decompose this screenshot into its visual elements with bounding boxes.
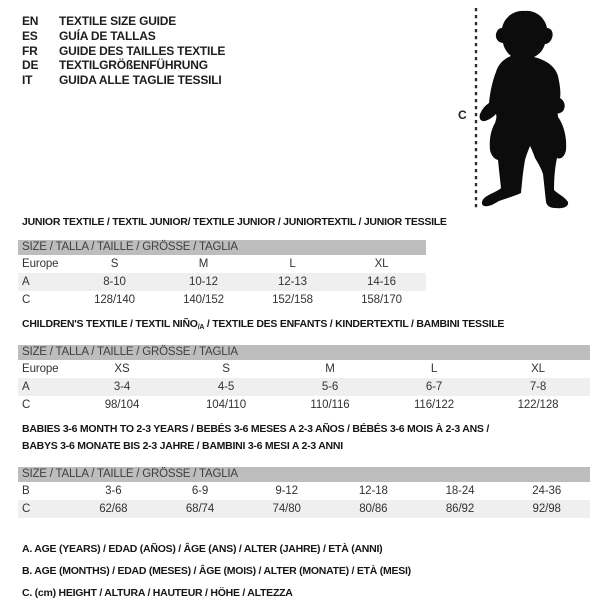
children-table-header: SIZE / TALLA / TAILLE / GRÖSSE / TAGLIA (18, 345, 590, 360)
table-cell: 122/128 (517, 399, 559, 411)
table-row (18, 500, 590, 518)
language-code: EN (22, 14, 39, 28)
footnote-line: B. AGE (MONTHS) / EDAD (MESES) / ÂGE (MOIS) / ALTER (MONATE) / ETÀ (MESI) (22, 565, 411, 577)
table-cell: 128/140 (94, 294, 135, 306)
table-cell: 6-7 (425, 381, 443, 393)
babies-size-table (18, 467, 590, 518)
row-label: C (22, 294, 31, 306)
table-cell: 158/170 (361, 294, 402, 306)
language-label: GUIDA ALLE TAGLIE TESSILI (59, 73, 222, 88)
table-cell: XL (531, 363, 545, 375)
language-list (22, 14, 225, 88)
children-section-title (22, 318, 504, 334)
language-row (22, 29, 225, 44)
footnote-list (22, 538, 411, 600)
children-size-table (18, 345, 590, 414)
row-label: C (22, 503, 31, 515)
table-cell: 80/86 (359, 503, 388, 515)
babies-table-header: SIZE / TALLA / TAILLE / GRÖSSE / TAGLIA (18, 467, 590, 482)
table-cell: 12-13 (278, 276, 307, 288)
table-cell: 68/74 (185, 503, 215, 515)
children-title-subscript: /A (197, 324, 205, 331)
table-cell: 9-12 (275, 485, 298, 497)
table-cell: S (110, 258, 119, 270)
figure-measure-label-c: C (458, 108, 467, 122)
language-code: IT (22, 73, 33, 88)
table-cell: 74/80 (272, 503, 301, 515)
toddler-silhouette-icon (455, 0, 600, 215)
language-code: DE (22, 58, 39, 73)
table-cell: M (198, 258, 209, 270)
language-row (22, 58, 225, 73)
table-cell: 110/116 (310, 399, 350, 411)
table-cell: 92/98 (532, 503, 561, 515)
table-row (18, 378, 590, 396)
junior-size-table (18, 240, 426, 309)
language-code: ES (22, 28, 38, 43)
row-label: Europe (22, 258, 59, 270)
language-row (22, 14, 225, 29)
row-label: A (22, 381, 30, 393)
children-table-rows (18, 360, 590, 414)
toddler-silhouette-figure (455, 0, 600, 215)
language-label: GUIDE DES TAILLES TEXTILE (59, 43, 226, 58)
babies-title-line1: BABIES 3-6 MONTH TO 2-3 YEARS / BEBÉS 3-6 MESES A 2-3 AÑOS / BÉBÉS 3-6 MOIS À 2-3 ANS / (22, 423, 490, 435)
table-row (18, 482, 590, 500)
table-cell: 152/158 (272, 294, 313, 306)
junior-table-header: SIZE / TALLA / TAILLE / GRÖSSE / TAGLIA (18, 240, 426, 255)
table-cell: 24-36 (532, 485, 562, 497)
table-cell: XL (374, 258, 389, 270)
table-row (18, 273, 426, 291)
language-row (22, 44, 225, 59)
table-cell: 98/104 (104, 399, 140, 411)
table-cell: 116/122 (413, 399, 455, 411)
footnote-line: A. AGE (YEARS) / EDAD (AÑOS) / ÂGE (ANS) / ALTER (JAHRE) / ETÀ (ANNI) (22, 543, 383, 555)
table-cell: L (430, 363, 438, 375)
table-cell: 62/68 (99, 503, 128, 515)
language-label: TEXTILGRÖßENFÜHRUNG (59, 58, 208, 73)
toddler-body-shape (480, 11, 569, 208)
table-cell: S (222, 363, 230, 375)
language-label: TEXTILE SIZE GUIDE (59, 14, 177, 28)
table-cell: 18-24 (445, 485, 475, 497)
row-label: A (22, 276, 30, 288)
table-cell: 104/110 (205, 399, 247, 411)
table-cell: 6-9 (191, 485, 209, 497)
junior-table-rows (18, 255, 426, 309)
table-cell: 7-8 (529, 381, 547, 393)
footnote-line: C. (cm) HEIGHT / ALTURA / HAUTEUR / HÖHE / ALTEZZA (22, 587, 293, 599)
table-row (18, 360, 590, 378)
babies-table-rows (18, 482, 590, 518)
table-cell: 12-18 (358, 485, 388, 497)
table-cell: 86/92 (445, 503, 475, 515)
table-cell: 8-10 (103, 276, 126, 288)
row-label: C (22, 399, 31, 411)
table-cell: 3-4 (113, 381, 131, 393)
language-code: FR (22, 43, 38, 58)
row-label: B (22, 485, 30, 497)
children-title-post: / TEXTILE DES ENFANTS / KINDERTEXTIL / BAMBINI TESSILE (204, 318, 505, 330)
table-cell: M (325, 363, 335, 375)
table-cell: 140/152 (183, 294, 224, 306)
table-cell: 10-12 (189, 276, 218, 288)
table-row (18, 255, 426, 273)
language-label: GUÍA DE TALLAS (59, 28, 156, 43)
table-row (18, 291, 426, 309)
language-row (22, 73, 225, 88)
table-cell: 5-6 (321, 381, 339, 393)
table-cell: L (289, 258, 296, 270)
table-cell: 14-16 (367, 276, 396, 288)
junior-section-title: JUNIOR TEXTILE / TEXTIL JUNIOR/ TEXTILE JUNIOR / JUNIORTEXTIL / JUNIOR TESSILE (22, 216, 447, 228)
row-label: Europe (22, 363, 59, 375)
babies-section-title (22, 423, 489, 453)
table-row (18, 396, 590, 414)
babies-title-line2: BABYS 3-6 MONATE BIS 2-3 JAHRE / BAMBINI 3-6 MESI A 2-3 ANNI (22, 440, 343, 452)
children-title-pre: CHILDREN'S TEXTILE / TEXTIL NIÑO (22, 318, 198, 330)
table-cell: 4-5 (217, 381, 235, 393)
table-cell: XS (114, 363, 130, 375)
table-cell: 3-6 (105, 485, 122, 497)
